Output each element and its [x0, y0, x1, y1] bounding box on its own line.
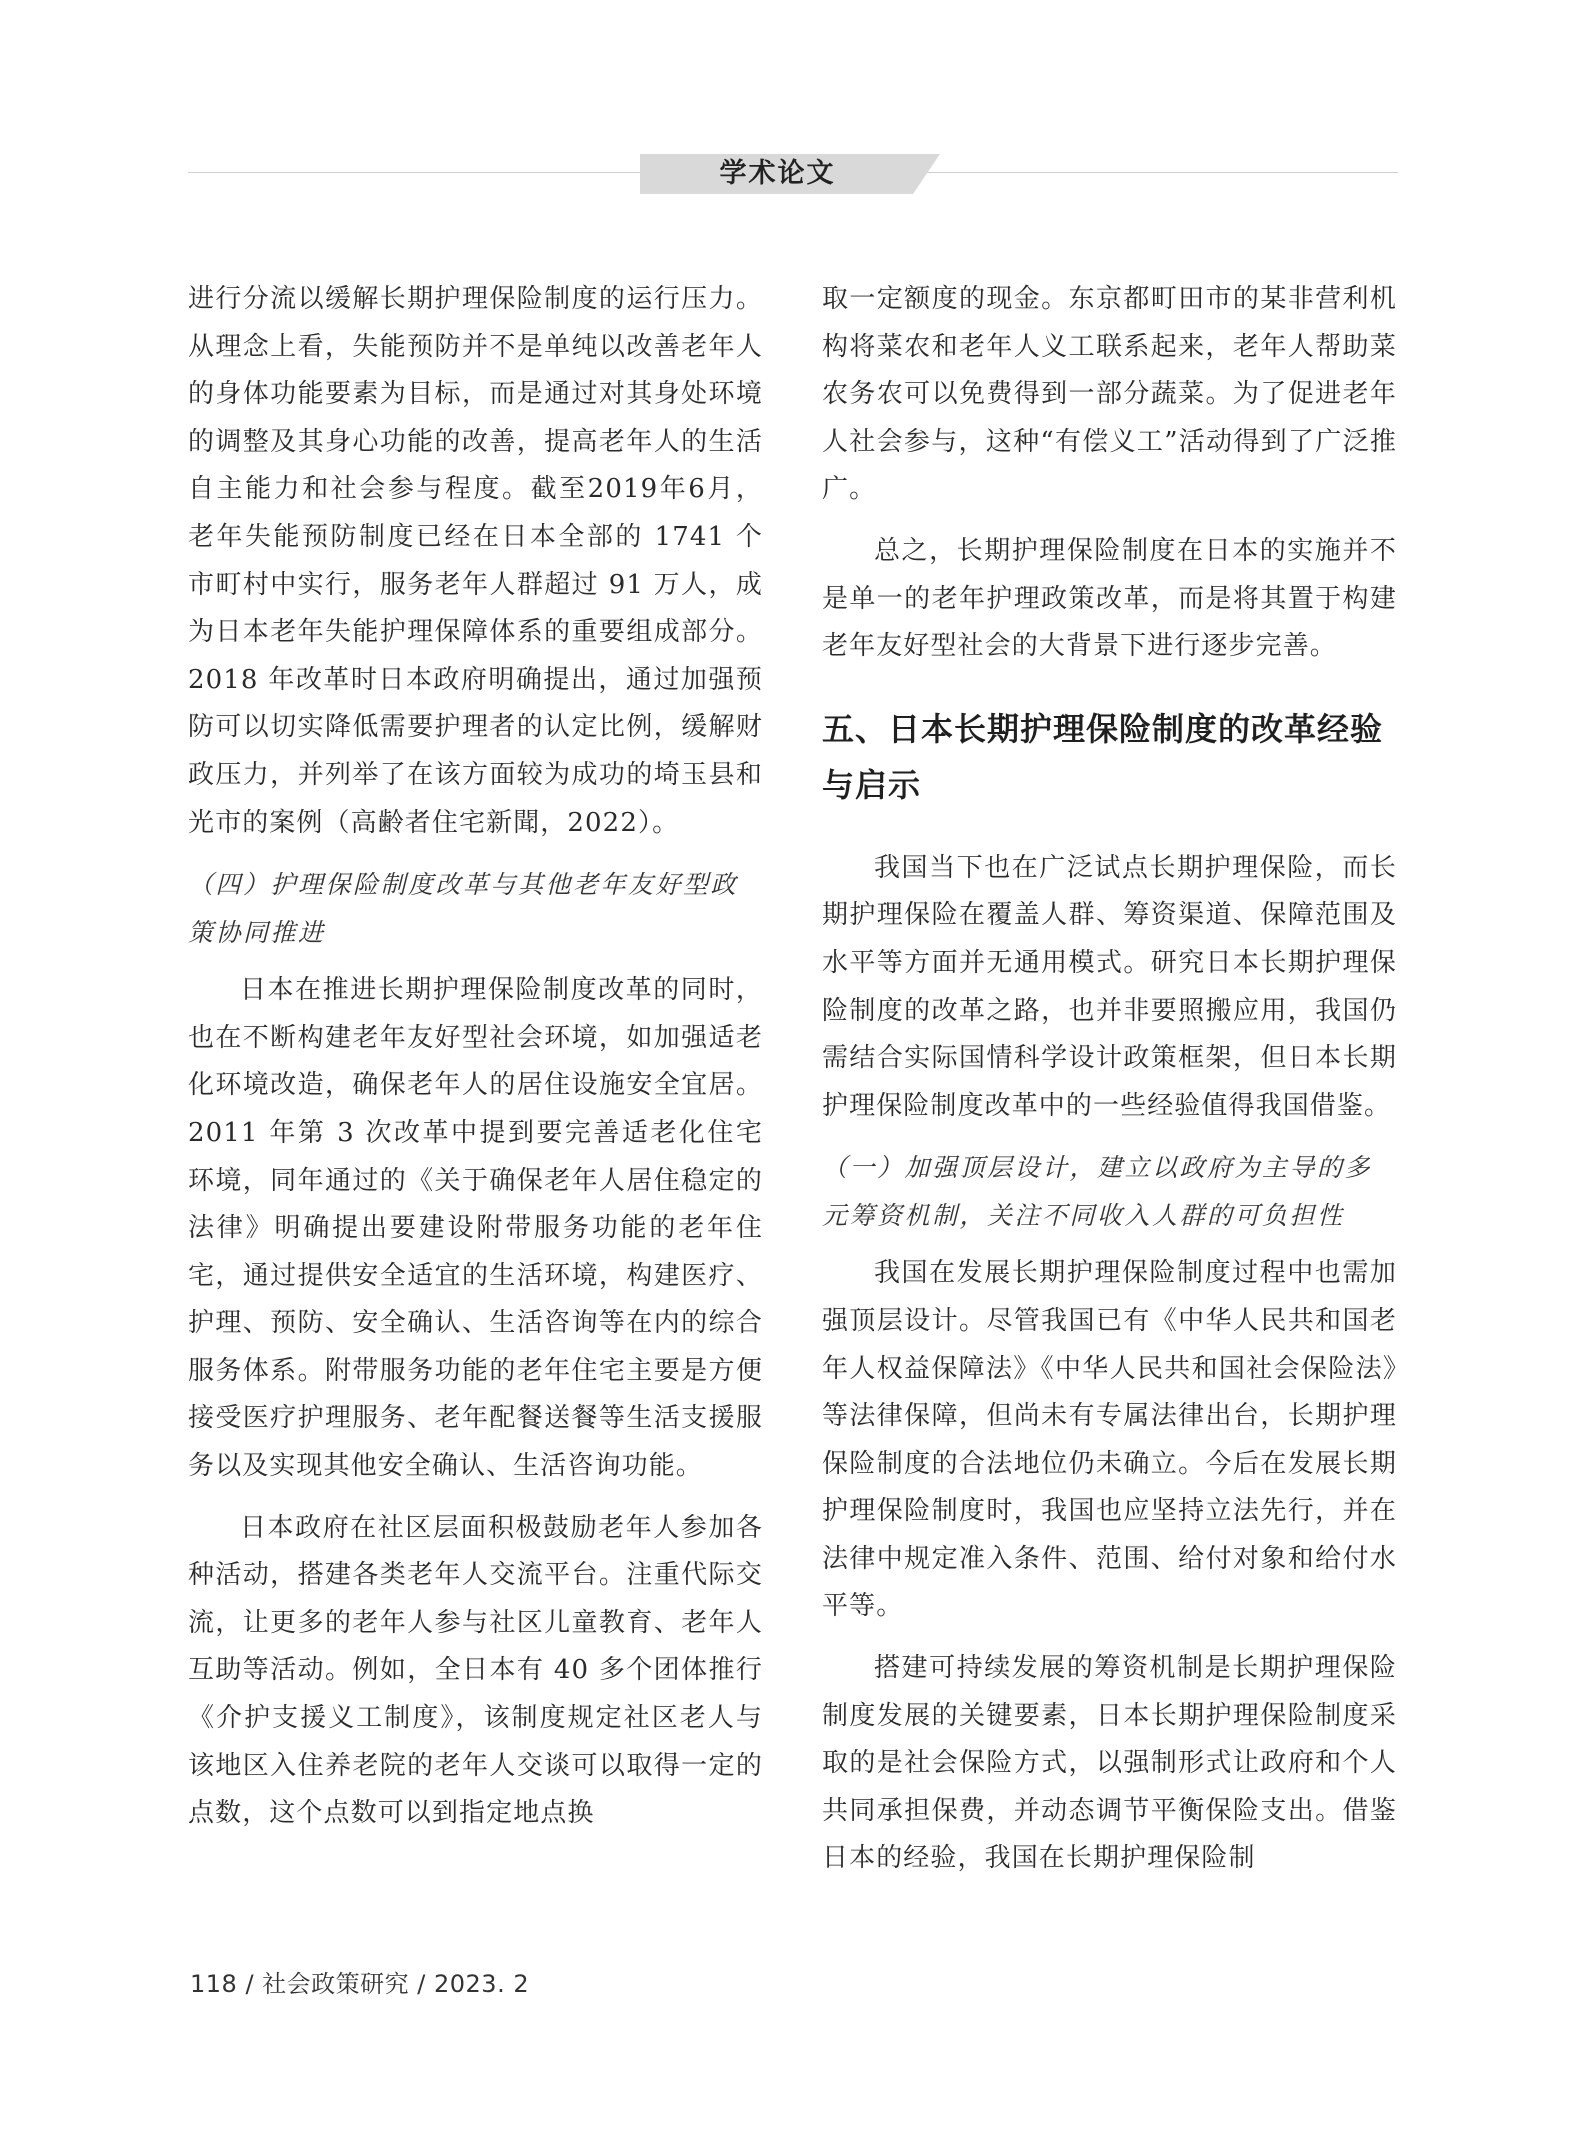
paragraph: 进行分流以缓解长期护理保险制度的运行压力。从理念上看，失能预防并不是单纯以改善老年人的身体功能要素为目标，而是通过对其身处环境的调整及其身心功能的改善，提高老年人的生活自主能力和社会参与程度。截至2019年6月，老年失能预防制度已经在日本全部的 1741 个市町村中实行，服务老年人群超过 91 万人，成为日本老年失能护理保障体系的重要组成部分。2018 年改革时日本政府明确提出，通过加强预防可以切实降低需要护理者的认定比例，缓解财政压力，并列举了在该方面较为成功的埼玉县和光市的案例（高齢者住宅新聞，2022）。	[188, 284, 763, 838]
paragraph: 我国当下也在广泛试点长期护理保险，而长期护理保险在覆盖人群、筹资渠道、保障范围及水平等方面并无通用模式。研究日本长期护理保险制度的改革之路，也并非要照搬应用，我国仍需结合实际国情科学设计政策框架，但日本长期护理保险制度改革中的一些经验值得我国借鉴。	[822, 852, 1397, 1121]
paragraph: 我国在发展长期护理保险制度过程中也需加强顶层设计。尽管我国已有《中华人民共和国老年人权益保障法》《中华人民共和国社会保险法》等法律保障，但尚未有专属法律出台，长期护理保险制度的合法地位仍未确立。今后在发展长期护理保险制度时，我国也应坚持立法先行，并在法律中规定准入条件、范围、给付对象和给付水平等。	[822, 1258, 1397, 1622]
paragraph: 日本政府在社区层面积极鼓励老年人参加各种活动，搭建各类老年人交流平台。注重代际交流，让更多的老年人参与社区儿童教育、老年人互助等活动。例如，全日本有 40 多个团体推行《介护支援义工制度》，该制度规定社区老人与该地区入住养老院的老年人交谈可以取得一定的点数，这个点数可以到指定地点换	[188, 1512, 763, 1829]
section-heading: 五、日本长期护理保险制度的改革经验与启示	[822, 709, 1384, 804]
paragraph: 搭建可持续发展的筹资机制是长期护理保险制度发展的关键要素，日本长期护理保险制度采取的是社会保险方式，以强制形式让政府和个人共同承担保费，并动态调节平衡保险支出。借鉴日本的经验，我国在长期护理保险制	[822, 1653, 1397, 1874]
left-column	[188, 276, 763, 1838]
section-header-title: 学术论文	[719, 158, 836, 189]
subsection-heading: （一）加强顶层设计，建立以政府为主导的多元筹资机制，关注不同收入人群的可负担性	[822, 1153, 1373, 1231]
paragraph: 取一定额度的现金。东京都町田市的某非营利机构将菜农和老年人义工联系起来，老年人帮助菜农务农可以免费得到一部分蔬菜。为了促进老年人社会参与，这种“有偿义工”活动得到了广泛推广。	[822, 284, 1397, 505]
subsection-heading: （四）护理保险制度改革与其他老年友好型政策协同推进	[188, 870, 739, 948]
paragraph: 总之，长期护理保险制度在日本的实施并不是单一的老年护理政策改革，而是将其置于构建老年友好型社会的大背景下进行逐步完善。	[822, 535, 1397, 662]
paragraph: 日本在推进长期护理保险制度改革的同时，也在不断构建老年友好型社会环境，如加强适老化环境改造，确保老年人的居住设施安全宜居。2011 年第 3 次改革中提到要完善适老化住宅环境，同年通过的《关于确保老年人居住稳定的法律》明确提出要建设附带服务功能的老年住宅，通过提供安全适宜的生活环境，构建医疗、护理、预防、安全确认、生活咨询等在内的综合服务体系。附带服务功能的老年住宅主要是方便接受医疗护理服务、老年配餐送餐等生活支援服务以及实现其他安全确认、生活咨询功能。	[188, 975, 763, 1482]
right-column	[822, 276, 1397, 1883]
page-footer: 118 / 社会政策研究 / 2023. 2	[190, 1970, 530, 1998]
